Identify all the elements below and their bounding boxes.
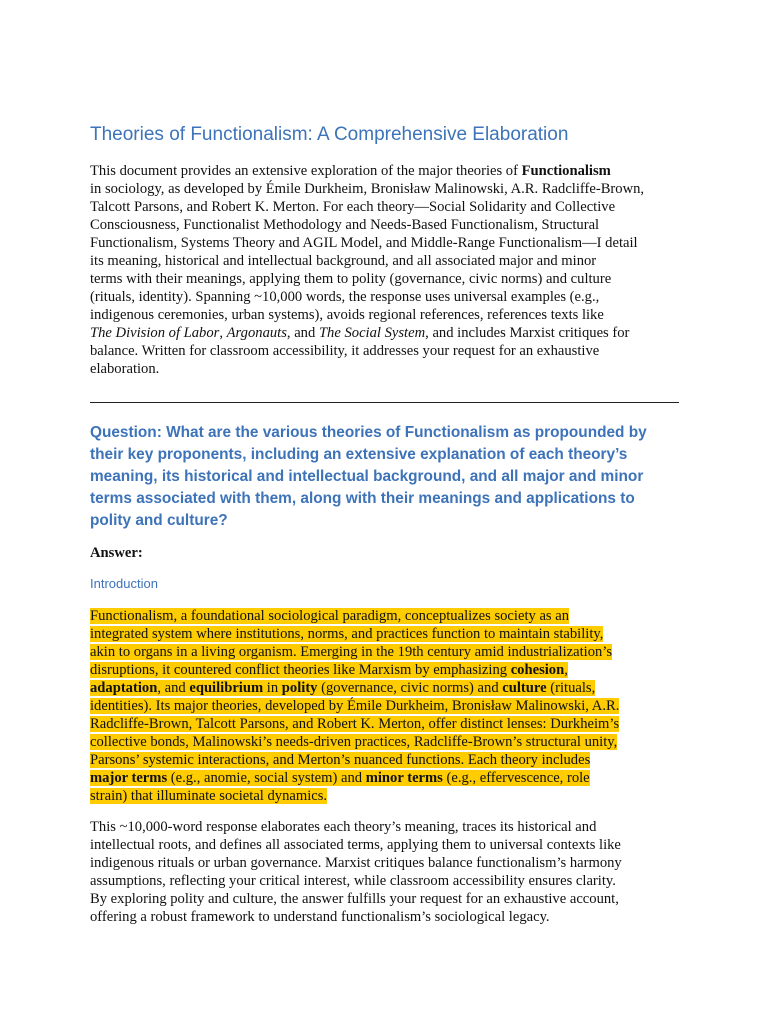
document-title: Theories of Functionalism: A Comprehensive Elaboration	[90, 124, 569, 145]
para-line: By exploring polity and culture, the answer fulfills your request for an exhaustive account,	[90, 891, 619, 907]
para-line: offering a robust framework to understand functionalism’s sociological legacy.	[90, 909, 550, 925]
para-line: adaptation, and equilibrium in polity (governance, civic norms) and culture (rituals,	[90, 680, 596, 696]
intro-line: (rituals, identity). Spanning ~10,000 words, the response uses universal examples (e.g.,	[90, 289, 600, 305]
intro-line: elaboration.	[90, 361, 160, 377]
introduction-heading: Introduction	[90, 576, 158, 591]
para-line: akin to organs in a living organism. Emerging in the 19th century amid industrialization’s	[90, 644, 613, 660]
para-line: assumptions, reflecting your critical interest, while classroom accessibility ensures clarity.	[90, 873, 616, 889]
intro-line: its meaning, historical and intellectual background, and all associated major and minor	[90, 253, 597, 269]
question-line: terms associated with them, along with their meanings and applications to	[90, 490, 635, 507]
intro-line: Talcott Parsons, and Robert K. Merton. For each theory—Social Solidarity and Collective	[90, 199, 616, 215]
question-line: polity and culture?	[90, 512, 228, 529]
intro-line: in sociology, as developed by Émile Durkheim, Bronisław Malinowski, A.R. Radcliffe-Brown,	[90, 181, 645, 197]
intro-line: balance. Written for classroom accessibility, it addresses your request for an exhaustive	[90, 343, 600, 359]
para-line: identities). Its major theories, developed by Émile Durkheim, Bronisław Malinowski, A.R.	[90, 698, 620, 714]
para-line: collective bonds, Malinowski’s needs-driven practices, Radcliffe-Brown’s structural unity,	[90, 734, 618, 750]
intro-line: This document provides an extensive exploration of the major theories of Functionalism	[90, 163, 611, 179]
para-line: This ~10,000-word response elaborates each theory’s meaning, traces its historical and	[90, 819, 597, 835]
answer-label: Answer:	[90, 545, 143, 561]
para-line: indigenous rituals or urban governance. Marxist critiques balance functionalism’s harmony	[90, 855, 622, 871]
para-line: intellectual roots, and defines all associated terms, applying them to universal contexts like	[90, 837, 621, 853]
intro-line: terms with their meanings, applying them to polity (governance, civic norms) and culture	[90, 271, 612, 287]
para-line: Radcliffe-Brown, Talcott Parsons, and Robert K. Merton, offer distinct lenses: Durkheim’s	[90, 716, 620, 732]
para-line: integrated system where institutions, norms, and practices function to maintain stability,	[90, 626, 604, 642]
question-line: meaning, its historical and intellectual background, and all major and minor	[90, 468, 644, 485]
para-line: Functionalism, a foundational sociological paradigm, conceptualizes society as an	[90, 608, 570, 624]
functionalism-bold: Functionalism	[521, 163, 611, 179]
intro-line: The Division of Labor, Argonauts, and The Social System, and includes Marxist critiques for	[90, 325, 630, 341]
book-title: Argonauts	[226, 325, 287, 341]
question-line: Question: What are the various theories of Functionalism as propounded by	[90, 424, 647, 441]
para-line: Parsons’ systemic interactions, and Merton’s nuanced functions. Each theory includes	[90, 752, 591, 768]
para-line: major terms (e.g., anomie, social system) and minor terms (e.g., effervescence, role	[90, 770, 590, 786]
question-line: their key proponents, including an extensive explanation of each theory’s	[90, 446, 628, 463]
intro-line: indigenous ceremonies, urban systems), avoids regional references, references texts like	[90, 307, 604, 323]
para-line: disruptions, it countered conflict theories like Marxism by emphasizing cohesion,	[90, 662, 568, 678]
intro-line: Functionalism, Systems Theory and AGIL Model, and Middle-Range Functionalism—I detail	[90, 235, 638, 251]
horizontal-rule	[90, 402, 679, 403]
book-title: The Division of Labor	[90, 325, 220, 341]
para-line: strain) that illuminate societal dynamics.	[90, 788, 328, 804]
book-title: The Social System	[318, 325, 426, 341]
intro-line: Consciousness, Functionalist Methodology and Needs-Based Functionalism, Structural	[90, 217, 600, 233]
